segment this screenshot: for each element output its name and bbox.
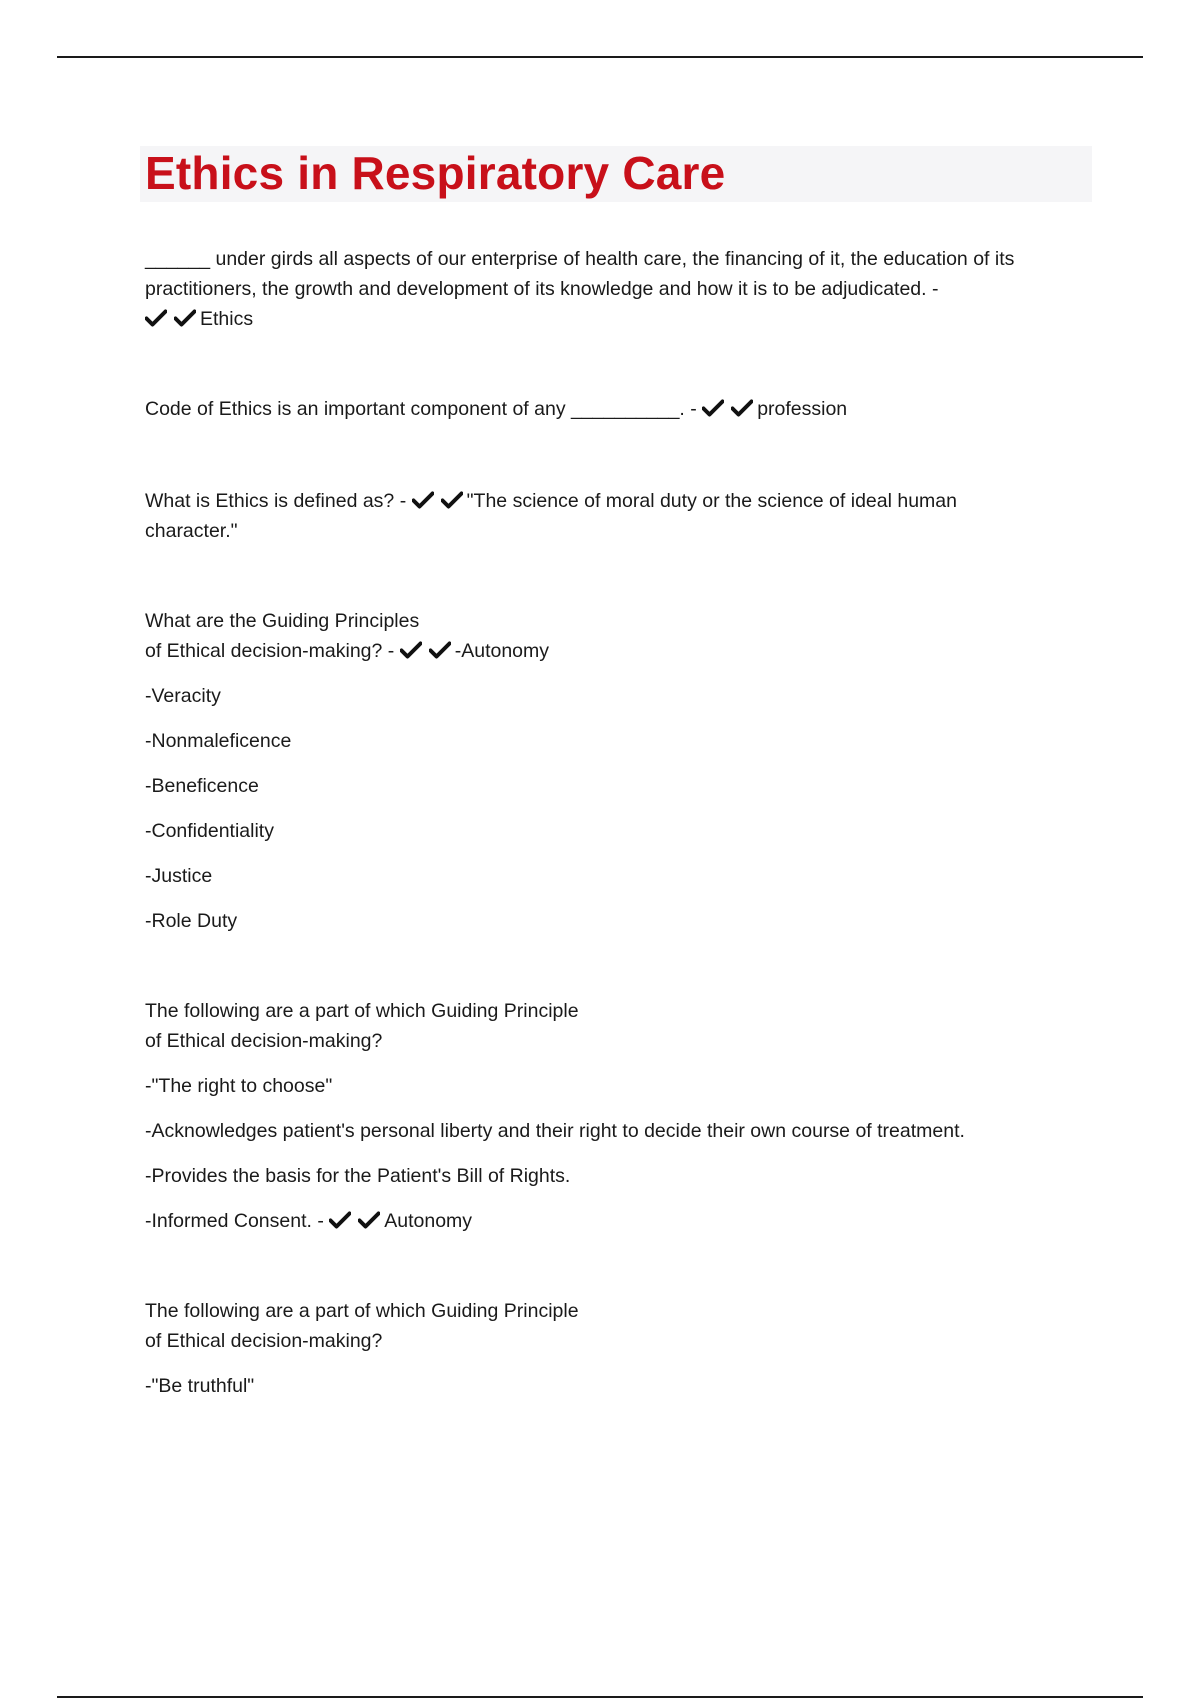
question-line: ______ under girds all aspects of our enterprise of health care, the financing of it, the education of its xyxy=(145,248,1015,270)
check-icon xyxy=(400,641,426,659)
header-rule xyxy=(57,56,1143,58)
qa-ethics-definition xyxy=(145,244,1085,334)
document-body xyxy=(145,244,1085,1401)
list-item: -Beneficence xyxy=(145,775,259,797)
question-answer-line xyxy=(145,486,1085,516)
question-line: The following are a part of which Guiding Principle xyxy=(145,1300,579,1322)
qa-veracity xyxy=(145,1296,1085,1401)
qa-guiding-principles xyxy=(145,606,1085,936)
check-icon xyxy=(358,1211,384,1229)
list-item: -Justice xyxy=(145,865,213,887)
answer-line xyxy=(145,1206,1085,1236)
check-icon xyxy=(731,399,757,417)
answer-text: profession xyxy=(757,398,848,420)
question-line: of Ethical decision-making? xyxy=(145,1330,383,1352)
check-icon xyxy=(412,491,438,509)
question-answer-line xyxy=(145,394,1085,424)
check-icon xyxy=(702,399,728,417)
check-icon xyxy=(329,1211,355,1229)
question-text: Code of Ethics is an important component of any __________. - xyxy=(145,398,697,420)
list-item: -Confidentiality xyxy=(145,820,274,842)
list-item: -Provides the basis for the Patient's Bill of Rights. xyxy=(145,1165,571,1187)
answer-checkmarks xyxy=(145,304,200,334)
qa-code-of-ethics xyxy=(145,394,1085,424)
answer-checkmarks xyxy=(702,394,757,424)
qa-ethics-defined-as xyxy=(145,486,1085,546)
list-item: -Nonmaleficence xyxy=(145,730,292,752)
check-icon xyxy=(429,641,455,659)
question-text: What is Ethics is defined as? - xyxy=(145,490,407,512)
question-line: practitioners, the growth and development of its knowledge and how it is to be adjudicated. - xyxy=(145,278,939,300)
question-line: What are the Guiding Principles xyxy=(145,610,420,632)
list-item: -Role Duty xyxy=(145,910,238,932)
answer-checkmarks xyxy=(329,1206,384,1236)
footer-rule xyxy=(57,1696,1143,1698)
question-text: of Ethical decision-making? - xyxy=(145,640,395,662)
list-item: -"The right to choose" xyxy=(145,1075,333,1097)
check-icon xyxy=(174,309,200,327)
page-title: Ethics in Respiratory Care xyxy=(145,147,726,199)
question-line: of Ethical decision-making? xyxy=(145,1030,383,1052)
answer-text: Ethics xyxy=(200,308,254,330)
list-item: -Acknowledges patient's personal liberty and their right to decide their own course of treatment. xyxy=(145,1120,965,1142)
answer-text: Autonomy xyxy=(384,1210,473,1232)
qa-autonomy xyxy=(145,996,1085,1236)
answer-line: character." xyxy=(145,520,238,542)
check-icon xyxy=(441,491,467,509)
answer-checkmarks xyxy=(400,636,455,666)
list-item: -"Be truthful" xyxy=(145,1375,255,1397)
answer-line xyxy=(145,304,1085,334)
check-icon xyxy=(145,309,171,327)
list-item: -Veracity xyxy=(145,685,221,707)
answer-text: -Autonomy xyxy=(454,640,550,662)
answer-text: "The science of moral duty or the science of ideal human xyxy=(466,490,957,512)
question-answer-line xyxy=(145,636,1085,666)
list-item-text: -Informed Consent. - xyxy=(145,1210,324,1232)
answer-checkmarks xyxy=(412,486,467,516)
question-line: The following are a part of which Guiding Principle xyxy=(145,1000,579,1022)
